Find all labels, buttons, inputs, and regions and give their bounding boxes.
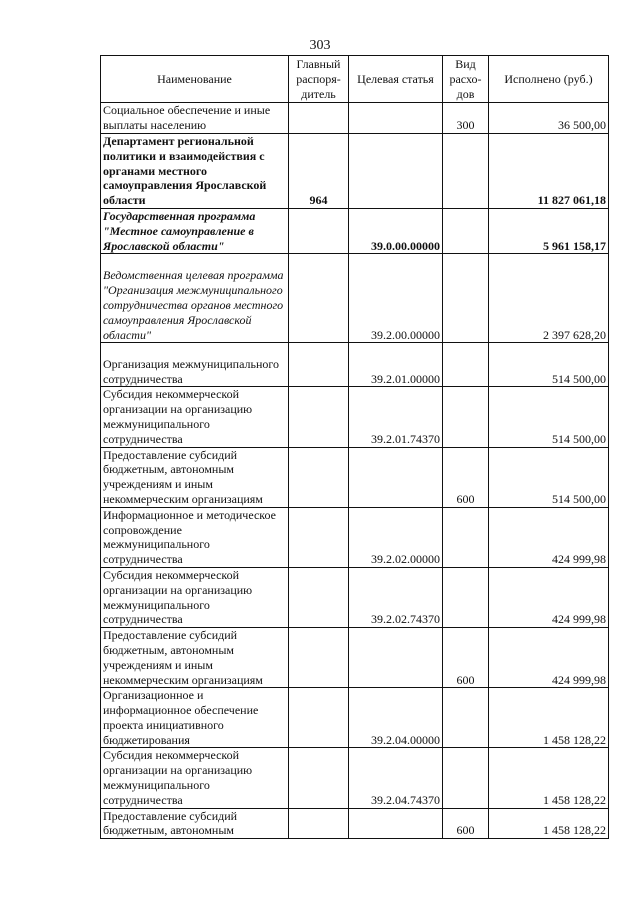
table-row: [101, 567, 609, 627]
cell-amount: 514 500,00: [489, 343, 609, 387]
cell-admin: [289, 567, 349, 627]
cell-amount: 1 458 128,22: [489, 808, 609, 839]
cell-admin: [289, 688, 349, 748]
table-row: [101, 254, 609, 343]
cell-article: 39.2.04.00000: [349, 688, 443, 748]
cell-amount: 424 999,98: [489, 628, 609, 688]
cell-article: [349, 447, 443, 507]
cell-kind: 600: [443, 447, 489, 507]
cell-amount: 2 397 628,20: [489, 254, 609, 343]
cell-kind: 300: [443, 103, 489, 134]
table-row: [101, 103, 609, 134]
cell-admin: 964: [289, 133, 349, 208]
cell-amount: 1 458 128,22: [489, 688, 609, 748]
budget-table: [100, 55, 609, 839]
cell-name: Предоставление субсидий бюджетным, автономным учреждениям и иным некоммерческим организациям: [101, 447, 289, 507]
cell-name: Государственная программа "Местное самоуправление в Ярославской области": [101, 208, 289, 253]
cell-article: 39.2.02.00000: [349, 507, 443, 567]
cell-amount: 11 827 061,18: [489, 133, 609, 208]
cell-admin: [289, 103, 349, 134]
cell-name: Ведомственная целевая программа "Организация межмуниципального сотрудничества органов местного самоуправления Ярославской области": [101, 254, 289, 343]
cell-article: 39.2.00.00000: [349, 254, 443, 343]
table-body: [101, 103, 609, 839]
cell-admin: [289, 387, 349, 447]
cell-amount: 514 500,00: [489, 447, 609, 507]
cell-kind: [443, 507, 489, 567]
cell-article: 39.2.01.00000: [349, 343, 443, 387]
table-row: [101, 133, 609, 208]
cell-admin: [289, 208, 349, 253]
table-row: [101, 748, 609, 808]
cell-amount: 514 500,00: [489, 387, 609, 447]
cell-admin: [289, 447, 349, 507]
table-row: [101, 387, 609, 447]
cell-kind: [443, 748, 489, 808]
cell-kind: [443, 688, 489, 748]
cell-admin: [289, 343, 349, 387]
cell-amount: 5 961 158,17: [489, 208, 609, 253]
table-row: [101, 343, 609, 387]
table-header-row: [101, 56, 609, 103]
cell-name: Социальное обеспечение и иные выплаты населению: [101, 103, 289, 134]
cell-name: Организационное и информационное обеспечение проекта инициативного бюджетирования: [101, 688, 289, 748]
cell-kind: [443, 133, 489, 208]
cell-name: Субсидия некоммерческой организации на организацию межмуниципального сотрудничества: [101, 387, 289, 447]
table-row: [101, 507, 609, 567]
cell-kind: [443, 387, 489, 447]
cell-name: Департамент региональной политики и взаимодействия с органами местного самоуправления Ярославской области: [101, 133, 289, 208]
cell-admin: [289, 748, 349, 808]
cell-kind: [443, 343, 489, 387]
cell-name: Субсидия некоммерческой организации на организацию межмуниципального сотрудничества: [101, 567, 289, 627]
cell-amount: 1 458 128,22: [489, 748, 609, 808]
cell-admin: [289, 507, 349, 567]
page-number: 303: [309, 38, 331, 53]
cell-article: 39.2.02.74370: [349, 567, 443, 627]
table-row: [101, 628, 609, 688]
cell-kind: 600: [443, 808, 489, 839]
header-kind: Вид расхо-дов: [443, 56, 489, 103]
cell-admin: [289, 628, 349, 688]
cell-amount: 424 999,98: [489, 507, 609, 567]
cell-article: 39.2.04.74370: [349, 748, 443, 808]
cell-amount: 424 999,98: [489, 567, 609, 627]
cell-name: Информационное и методическое сопровождение межмуниципального сотрудничества: [101, 507, 289, 567]
cell-name: Субсидия некоммерческой организации на организацию межмуниципального сотрудничества: [101, 748, 289, 808]
header-admin: Главный распоря-дитель: [289, 56, 349, 103]
cell-name: Организация межмуниципального сотрудничества: [101, 343, 289, 387]
cell-kind: 600: [443, 628, 489, 688]
cell-article: [349, 133, 443, 208]
cell-name: Предоставление субсидий бюджетным, автономным: [101, 808, 289, 839]
header-name: Наименование: [101, 56, 289, 103]
table-row: [101, 808, 609, 839]
cell-article: [349, 103, 443, 134]
cell-article: [349, 628, 443, 688]
cell-article: [349, 808, 443, 839]
header-amount: Исполнено (руб.): [489, 56, 609, 103]
cell-amount: 36 500,00: [489, 103, 609, 134]
cell-kind: [443, 567, 489, 627]
table-row: [101, 688, 609, 748]
cell-article: 39.2.01.74370: [349, 387, 443, 447]
cell-kind: [443, 208, 489, 253]
header-article: Целевая статья: [349, 56, 443, 103]
cell-article: 39.0.00.00000: [349, 208, 443, 253]
table-row: [101, 208, 609, 253]
cell-admin: [289, 808, 349, 839]
cell-kind: [443, 254, 489, 343]
cell-name: Предоставление субсидий бюджетным, автономным учреждениям и иным некоммерческим организациям: [101, 628, 289, 688]
table-row: [101, 447, 609, 507]
cell-admin: [289, 254, 349, 343]
